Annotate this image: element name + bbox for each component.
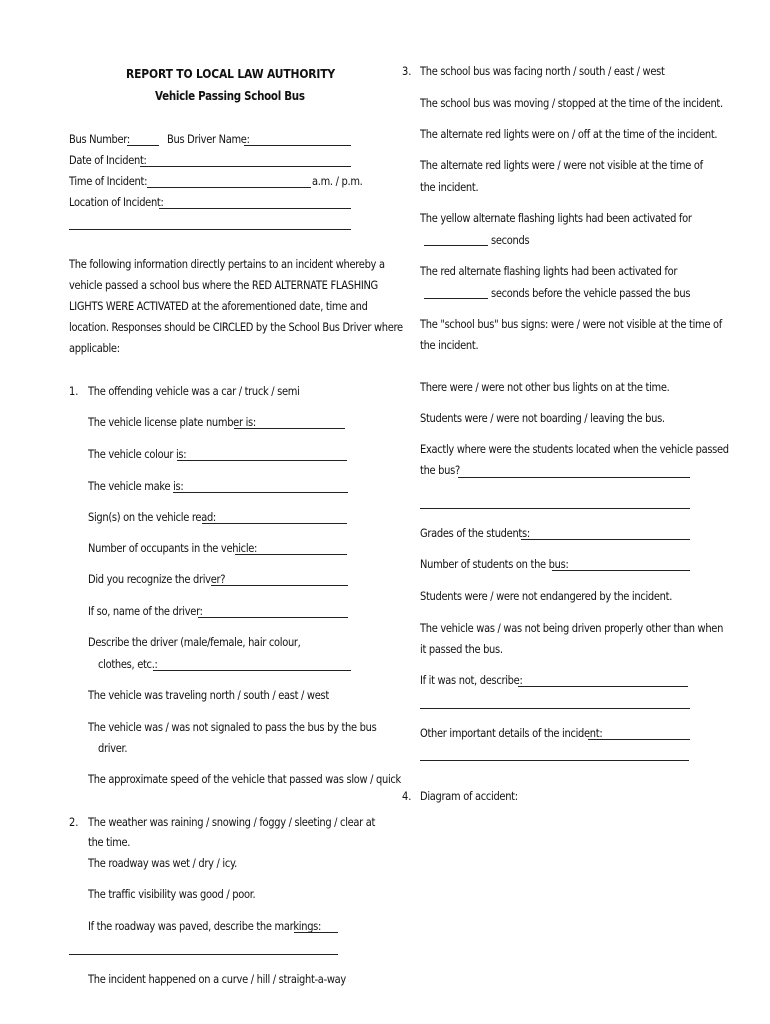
- signaled-line-2: driver.: [98, 741, 128, 755]
- facing-question: The school bus was facing north / south / east / west: [420, 64, 665, 78]
- colour-label: The vehicle colour is:: [88, 447, 187, 461]
- location-field[interactable]: [159, 208, 351, 209]
- other-details-label: Other important details of the incident:: [420, 726, 603, 740]
- section-2-number: 2.: [69, 815, 79, 829]
- time-label: Time of Incident:: [69, 174, 148, 188]
- signs-field[interactable]: [202, 523, 347, 524]
- date-label: Date of Incident:: [69, 153, 147, 167]
- endangered-question: Students were / were not endangered by the incident.: [420, 589, 673, 603]
- intro-line-2: vehicle passed a school bus where the RED ALTERNATE FLASHING: [69, 278, 378, 292]
- occupants-field[interactable]: [235, 554, 347, 555]
- signs-label: Sign(s) on the vehicle read:: [88, 510, 216, 524]
- happened-question: The incident happened on a curve / hill / straight-a-way: [88, 972, 346, 986]
- ampm-label: a.m. / p.m.: [312, 174, 363, 188]
- markings-label: If the roadway was paved, describe the markings:: [88, 919, 322, 933]
- number-label: Number of students on the bus:: [420, 557, 569, 571]
- driver-name-question: If so, name of the driver:: [88, 604, 203, 618]
- make-field[interactable]: [173, 492, 348, 493]
- recognize-field[interactable]: [211, 585, 348, 586]
- signs-visible-line-2: the incident.: [420, 338, 479, 352]
- located-field[interactable]: [458, 477, 690, 478]
- speed-question: The approximate speed of the vehicle that passed was slow / quick: [88, 772, 401, 786]
- weather-line-2: the time.: [88, 835, 131, 849]
- moving-question: The school bus was moving / stopped at the time of the incident.: [420, 96, 723, 110]
- driver-name-field[interactable]: [244, 145, 351, 146]
- grades-field[interactable]: [521, 539, 690, 540]
- red-seconds-field[interactable]: [424, 298, 488, 299]
- signs-visible-line-1: The "school bus" bus signs: were / were not visible at the time of: [420, 317, 722, 331]
- signaled-line-1: The vehicle was / was not signaled to pass the bus by the bus: [88, 720, 377, 734]
- time-field[interactable]: [147, 187, 311, 188]
- located-line-2: the bus?: [420, 463, 460, 477]
- red-activated-line-2: seconds before the vehicle passed the bus: [491, 286, 691, 300]
- colour-field[interactable]: [177, 460, 347, 461]
- traveling-question: The vehicle was traveling north / south / east / west: [88, 688, 329, 702]
- markings-field[interactable]: [294, 932, 338, 933]
- driven-line-2: it passed the bus.: [420, 642, 503, 656]
- intro-line-5: applicable:: [69, 341, 120, 355]
- located-line-1: Exactly where were the students located when the vehicle passed: [420, 442, 729, 456]
- markings-field-2[interactable]: [69, 954, 338, 955]
- visibility-question: The traffic visibility was good / poor.: [88, 887, 256, 901]
- plate-field[interactable]: [234, 428, 345, 429]
- located-field-2[interactable]: [420, 508, 690, 509]
- describe-field[interactable]: [153, 670, 351, 671]
- section-1-number: 1.: [69, 384, 79, 398]
- if-not-field-2[interactable]: [420, 708, 690, 709]
- section-4-number: 4.: [402, 789, 412, 803]
- red-activated-line-1: The red alternate flashing lights had been activated for: [420, 264, 678, 278]
- form-subtitle: Vehicle Passing School Bus: [155, 89, 305, 103]
- bus-number-label: Bus Number:: [69, 132, 130, 146]
- location-field-2[interactable]: [69, 229, 351, 230]
- recognize-label: Did you recognize the driver?: [88, 572, 226, 586]
- red-visible-line-2: the incident.: [420, 180, 479, 194]
- yellow-line-2: seconds: [491, 233, 530, 247]
- diagram-area[interactable]: [402, 810, 702, 1010]
- plate-label: The vehicle license plate number is:: [88, 415, 256, 429]
- if-not-label: If it was not, describe:: [420, 673, 523, 687]
- driven-line-1: The vehicle was / was not being driven properly other than when: [420, 621, 724, 635]
- red-on-question: The alternate red lights were on / off at the time of the incident.: [420, 127, 718, 141]
- weather-line-1: The weather was raining / snowing / foggy / sleeting / clear at: [88, 815, 376, 829]
- intro-line-1: The following information directly pertains to an incident whereby a: [69, 257, 385, 271]
- other-lights-question: There were / were not other bus lights on at the time.: [420, 380, 670, 394]
- section-3-number: 3.: [402, 64, 412, 78]
- driver-name-label: Bus Driver Name:: [167, 132, 250, 146]
- describe-line-2: clothes, etc.:: [98, 657, 158, 671]
- make-label: The vehicle make is:: [88, 479, 184, 493]
- boarding-question: Students were / were not boarding / leaving the bus.: [420, 411, 665, 425]
- describe-line-1: Describe the driver (male/female, hair colour,: [88, 635, 301, 649]
- number-field[interactable]: [552, 570, 690, 571]
- red-visible-line-1: The alternate red lights were / were not visible at the time of: [420, 158, 703, 172]
- intro-line-3: LIGHTS WERE ACTIVATED at the aforementioned date, time and: [69, 299, 368, 313]
- driver-name-answer-field[interactable]: [198, 617, 348, 618]
- if-not-field[interactable]: [518, 686, 688, 687]
- yellow-seconds-field[interactable]: [424, 245, 488, 246]
- roadway-question: The roadway was wet / dry / icy.: [88, 856, 237, 870]
- other-details-field[interactable]: [588, 739, 690, 740]
- bus-number-field[interactable]: [127, 145, 159, 146]
- occupants-label: Number of occupants in the vehicle:: [88, 541, 258, 555]
- grades-label: Grades of the students:: [420, 526, 530, 540]
- diagram-label: Diagram of accident:: [420, 789, 518, 803]
- intro-line-4: location. Responses should be CIRCLED by the School Bus Driver where: [69, 320, 403, 334]
- yellow-line-1: The yellow alternate flashing lights had been activated for: [420, 211, 692, 225]
- form-title: REPORT TO LOCAL LAW AUTHORITY: [126, 66, 336, 81]
- other-details-field-2[interactable]: [420, 760, 689, 761]
- location-label: Location of Incident:: [69, 195, 164, 209]
- vehicle-type-question: The offending vehicle was a car / truck / semi: [88, 384, 300, 398]
- date-field[interactable]: [140, 166, 351, 167]
